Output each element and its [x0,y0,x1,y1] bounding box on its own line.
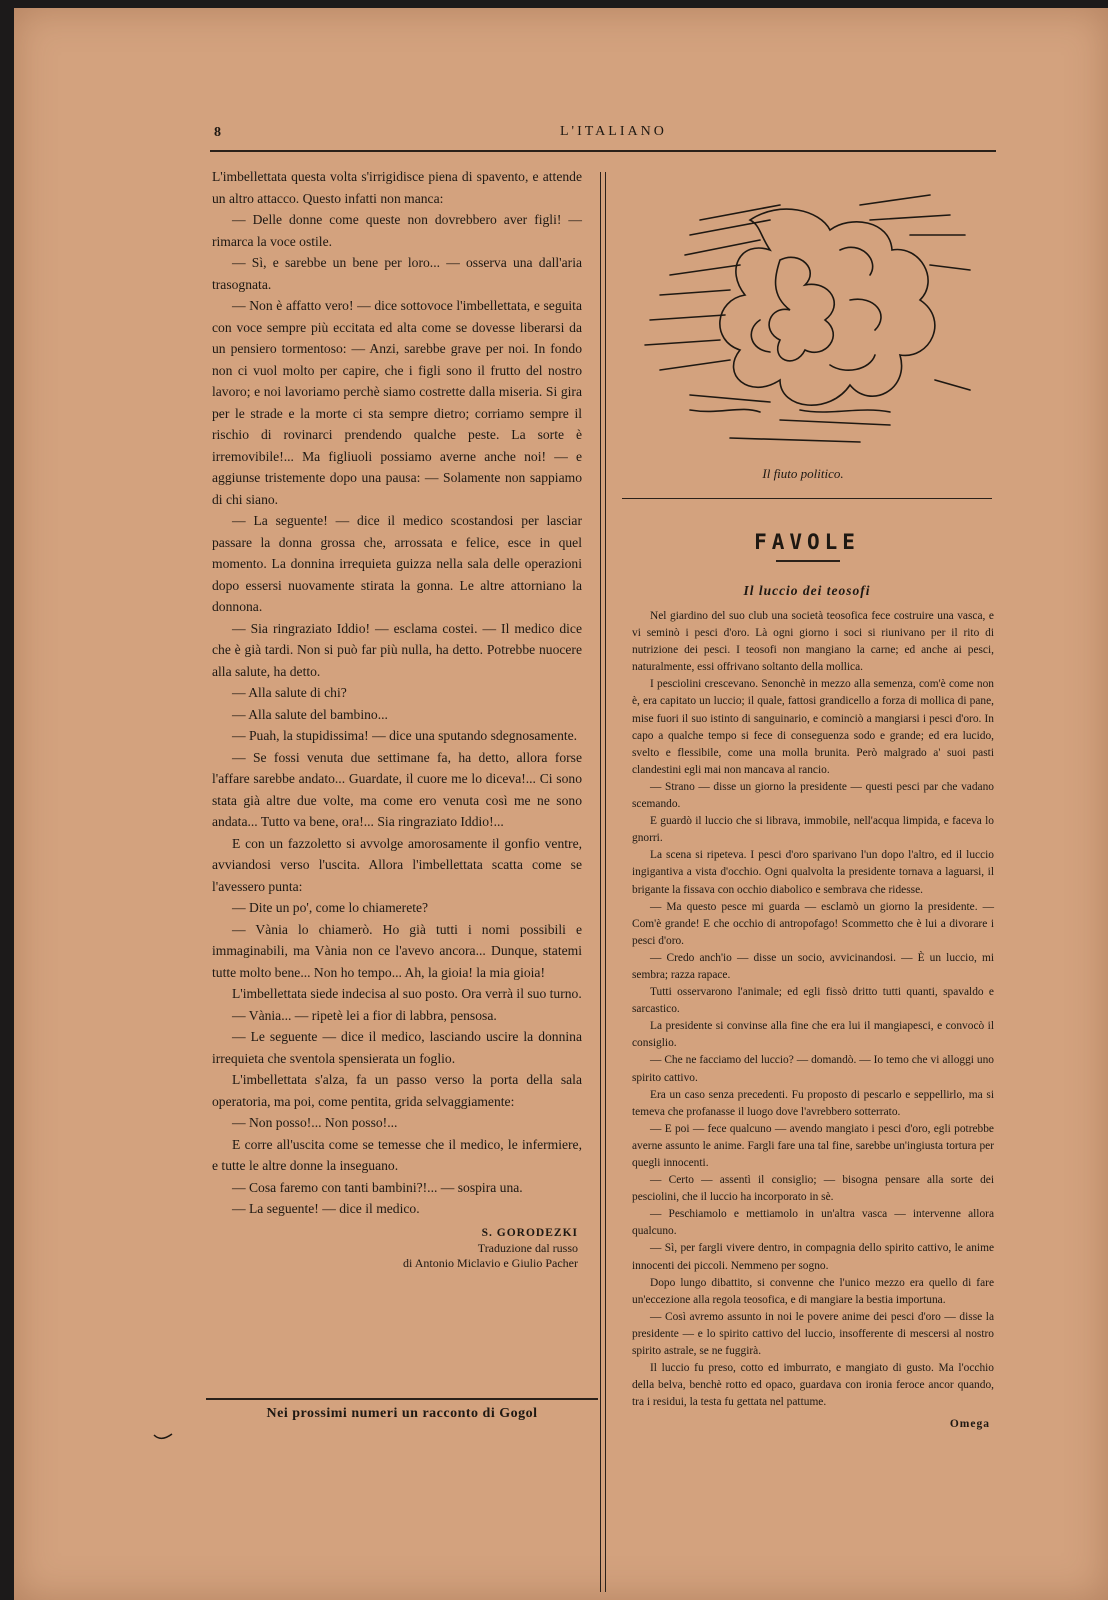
paragraph: — Strano — disse un giorno la presidente — questi pesci par che vadano scemando. [632,780,994,811]
paragraph: L'imbellettata siede indecisa al suo posto. Ora verrà il suo turno. [232,986,582,1001]
paragraph: E con un fazzoletto si avvolge amorosamente il gonfio ventre, avviandosi verso l'uscita. Allora l'imbellettata scatta come se l'avessero punta: [212,835,582,894]
column-divider [600,172,601,1592]
page-number: 8 [214,125,221,140]
translators: di Antonio Miclavio e Giulio Pacher [403,1255,578,1270]
story-title: Il luccio dei teosofi [743,583,871,598]
paragraph: E guardò il luccio che si librava, immobile, nell'acqua limpida, e faceva lo gnorri. [632,815,994,845]
ink-mark [152,1432,174,1442]
paragraph: — Cosa faremo con tanti bambini?!... — sospira una. [232,1179,523,1195]
paragraph: — Alla salute del bambino... [232,706,388,722]
paragraph: — Dite un po', come lo chiamerete? [232,900,429,915]
paragraph: La presidente si convinse alla fine che era lui il mangiapesci, e convocò il consiglio. [632,1020,994,1050]
signature-block [212,1226,582,1271]
paragraph: — E poi — fece qualcuno — avendo mangiato i pesci d'oro, egli potrebbe averne assunto le anime. Fargli fare una tal fine, sarebbe un'ingiusta tortura per quegli innocenti. [632,1122,994,1169]
section-title-underline [776,560,840,562]
paragraph: — Delle donne come queste non dovrebbero aver figli! — rimarca la voce ostile. [212,212,582,249]
section-title: FAVOLE [754,530,860,554]
paragraph: — Sia ringraziato Iddio! — esclama costei. — Il medico dice che è già tardi. Non si può far più nulla, ha detto. Potrebbe nuocere alla salute, ha detto. [212,620,582,679]
header-rule [210,150,996,152]
left-column [212,166,582,1271]
author-name: S. GORODEZKI [481,1226,578,1239]
paragraph: — Le seguente — dice il medico, lasciando uscire la donnina irrequieta che sventola spensierata un foglio. [212,1029,582,1066]
paragraph: — La seguente! — dice il medico scostandosi per lasciar passare la donna grossa che, arrossata e felice, esce in quel momento. La donnina irrequieta guizza nella sala delle operazioni dopo essersi nuovamente stirata la gonna. Le altre attorniano la donnona. [212,513,582,614]
paragraph: — Certo — assentì il consiglio; — bisogna pensare alla sorte dei pesciolini, che il luccio ha incorporato in sè. [632,1174,994,1204]
paragraph: — Non posso!... Non posso!... [232,1115,398,1130]
paragraph: — Puah, la stupidissima! — dice una sputando sdegnosamente. [232,728,578,743]
next-issue-notice: Nei prossimi numeri un racconto di Gogol [266,1406,538,1421]
paragraph: — Sì, per fargli vivere dentro, in compagnia dello spirito cattivo, le anime innocenti dei piccoli. Nemmeno per sogno. [632,1242,994,1272]
paragraph: Il luccio fu preso, cotto ed imburrato, e mangiato di gusto. Ma l'occhio della belva, benchè rotto ed opaco, guardava con ironia feroce ancor quando, tra i residui, la testa fu gettata nel pattume. [632,1362,994,1409]
paragraph: I pesciolini crescevano. Senonchè in mezzo alla semenza, com'è come non è, era capitato un luccio; il quale, fattosi grandicello a forza di mollica di pane, mise fuori il suo istinto di sanguinario, e cominciò a mangiarsi i pesci d'oro. In capo a qualche tempo si fece di conseguenza sodo e grande; ed era lucido, svelto e flessibile, come una molla brunita. Però malgrado a' suoi pasti clandestini egli mai non mancava al rancio. [632,678,994,776]
running-title: L'ITALIANO [560,124,667,139]
paragraph: — Che ne facciamo del luccio? — domandò. — Io temo che vi alloggi uno spirito cattivo. [632,1054,994,1084]
paragraph: — Vània... — ripetè lei a fior di labbra, pensosa. [232,1007,497,1023]
paragraph: — Vània lo chiamerò. Ho già tutti i nomi possibili e immaginabili, ma Vània non ce l'avevo ancora... Dunque, statemi tutte molto bene... Non ho tempo... Ah, la gioia! la mia gioia! [212,921,582,980]
paragraph: — Se fossi venuta due settimane fa, ha detto, allora forse l'affare sarebbe andato... Guardate, il cuore me lo diceva!... Ci sono stata già altre due volte, ma come ero venuta così me ne sono andata... Tutto va bene, ora!... Sia ringraziato Iddio!... [212,749,582,829]
paragraph: — Sì, e sarebbe un bene per loro... — osserva una dall'aria trasognata. [212,255,582,292]
illustration-caption: Il fiuto politico. [762,466,844,481]
paragraph: Nel giardino del suo club una società teosofica fece costruire una vasca, e vi seminò i pesci d'oro. Là ogni giorno i soci si riunivano per il rito di nutrizione dei pesci. I teosofi non mangiano la carne; ed anche ai pesci, naturalmente, essi offrivano soltanto della mollica. [632,610,994,674]
paragraph: — Non è affatto vero! — dice sottovoce l'imbellettata, e seguita con voce sempre più eccitata ed alta come se dovesse liberarsi da un pensiero tormentoso: — Anzi, sarebbe grave per noi. In fondo non ci vuol molto per capire, che i figli sono il frutto del nostro lavoro; e noi lavoriamo perchè siamo costrette dalla miseria. Si gira per le strade e la morte ci sta sempre dietro; corriamo sempre il rischio di rovinarci prendendo qualche peste. La sorte è irremovibile!... Ma figliuoli possiamo averne anche noi! — e aggiunse tristemente dopo una pausa: — Solamente non sappiamo di chi siano. [212,298,582,507]
paragraph: — Credo anch'io — disse un socio, avvicinandosi. — È un luccio, mi sembra; razza rapace. [632,951,994,981]
paragraph: L'imbellettata questa volta s'irrigidisce piena di spavento, e attende un altro attacco. Questo infatti non manca: [212,169,582,206]
paragraph: E corre all'uscita come se temesse che il medico, le infermiere, e tutte le altre donne la inseguano. [212,1136,582,1173]
right-column [632,608,994,1434]
paragraph: Tutti osservarono l'animale; ed egli fissò dritto tutti quanti, spavaldo e sarcastico. [632,986,994,1016]
paragraph: — Peschiamolo e mettiamolo in un'altra vasca — intervenne allora qualcuno. [632,1208,994,1238]
paragraph: Dopo lungo dibattito, si convenne che l'unico mezzo era quello di fare un'eccezione alla regola teosofica, e di mangiare la bestia importuna. [632,1276,994,1306]
section-rule [622,498,992,499]
paragraph: — Così avremo assunto in noi le povere anime dei pesci d'oro — disse la presidente — e lo spirito cattivo del luccio, insofferente di mescersi al nostro spirito astrale, se ne fuggirà. [632,1310,994,1358]
translation-credit: Traduzione dal russo [477,1240,578,1255]
cartoon-illustration [630,180,976,460]
column-divider [605,172,606,1592]
bottom-rule [206,1398,598,1400]
paragraph: La scena si ripeteva. I pesci d'oro sparivano l'un dopo l'altro, ed il luccio ingigantiva a vista d'occhio. Ogni qualvolta la presidente tornava a laguarsi, il brigante la fissava con occhio diabolico e sembrava che ridesse. [632,849,994,896]
paragraph: L'imbellettata s'alza, fa un passo verso la porta della sala operatoria, ma poi, come pentita, grida selvaggiamente: [212,1072,582,1109]
story-author: Omega [949,1418,990,1431]
paragraph: — Alla salute di chi? [232,685,347,700]
paragraph: — Ma questo pesce mi guarda — esclamò un giorno la presidente. — Com'è grande! E che occhio di antropofago! Scommetto che è lui a divorare i pesci d'oro. [632,900,994,947]
paragraph: Era un caso senza precedenti. Fu proposto di pescarlo e seppellirlo, ma si temeva che profanasse il luogo dove l'avrebbero sotterrato. [632,1088,994,1118]
paragraph: — La seguente! — dice il medico. [232,1201,420,1216]
